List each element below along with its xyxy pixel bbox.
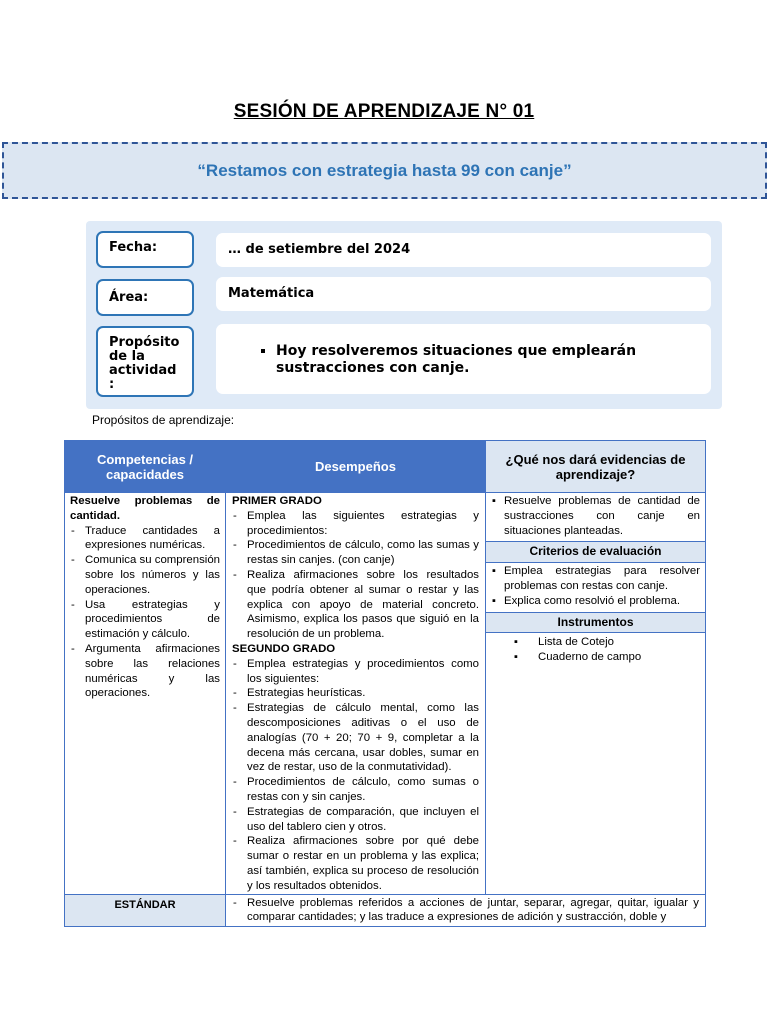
desempeno-item: - Estrategias de cálculo mental, como las descomposiciones aditivas o el uso de analogías (70 + 20; 70 + 9, completar a la decena más cercana, usar dobles, sumar en vez de restar, uso de la conmutatividad). [232, 701, 479, 775]
capacidad-item: - Comunica su comprensión sobre los números y las operaciones. [70, 553, 220, 597]
estandar-label: ESTÁNDAR [65, 894, 226, 926]
area-label: Área: [96, 279, 194, 316]
proposito-value: ▪ Hoy resolveremos situaciones que emplearán sustracciones con canje. [276, 343, 691, 377]
area-value: Matemática [216, 277, 711, 311]
session-subtitle: “Restamos con estrategia hasta 99 con canje” [197, 160, 572, 180]
criterio-item: ▪ Explica como resolvió el problema. [491, 594, 700, 609]
fecha-label: Fecha: [96, 231, 194, 268]
estandar-cell [226, 894, 706, 926]
desempeno-item: - Realiza afirmaciones sobre los resultados que podría obtener al sumar o restar y las explica con apoyo de material concreto. Asimismo, explica los pasos que siguió en la resolución de un problema. [232, 568, 479, 642]
session-title: SESIÓN DE APRENDIZAJE N° 01 [233, 101, 535, 122]
desempeno-item: - Procedimientos de cálculo, como las sumas y restas sin canjes. (con canje) [232, 538, 479, 568]
desempeno-item: - Realiza afirmaciones sobre por qué debe sumar o restar en un problema y las explica; así también, explica su proceso de resolución y los resultados obtenidos. [232, 834, 479, 893]
desempeno-item: - Procedimientos de cálculo, como sumas o restas con y sin canjes. [232, 775, 479, 805]
capacidad-item: - Argumenta afirmaciones sobre las relaciones numéricas y las operaciones. [70, 642, 220, 701]
criterio-item: ▪ Emplea estrategias para resolver problemas con restas con canje. [491, 564, 700, 594]
proposito-label: Propósito de la actividad : [96, 326, 194, 397]
header-competencias: Competencias / capacidades [65, 441, 226, 493]
instrumento-item: ▪ Lista de Cotejo [514, 635, 705, 650]
instrumento-item: ▪ Cuaderno de campo [514, 650, 705, 665]
propositos-title: Propósitos de aprendizaje: [92, 413, 235, 427]
primer-grado-label: PRIMER GRADO [232, 495, 322, 507]
proposito-value-box [216, 324, 711, 394]
desempeno-item: - Estrategias heurísticas. [232, 686, 479, 701]
header-desempenos: Desempeños [226, 441, 486, 493]
desempeno-item: - Emplea las siguientes estrategias y procedimientos: [232, 509, 479, 539]
segundo-grado-label: SEGUNDO GRADO [232, 642, 336, 655]
learning-table [64, 440, 706, 927]
capacidad-item: - Traduce cantidades a expresiones numéricas. [70, 524, 220, 554]
desempeno-item: - Estrategias de comparación, que incluyen el uso del tablero cien y otros. [232, 805, 479, 835]
estandar-text: - Resuelve problemas referidos a acciones de juntar, separar, agregar, quitar, igualar y comparar cantidades; y las traduce a expresiones de adición y sustracción, doble y [232, 896, 699, 926]
desempenos-cell [226, 493, 486, 895]
competencias-cell [65, 493, 226, 895]
criterios-title: Criterios de evaluación [486, 541, 705, 563]
instrumentos-title: Instrumentos [486, 612, 705, 634]
evidencias-cell [486, 493, 706, 895]
desempeno-item: - Emplea estrategias y procedimientos como los siguientes: [232, 657, 479, 687]
header-evidencias: ¿Qué nos dará evidencias de aprendizaje? [486, 441, 706, 493]
session-subtitle-box [2, 142, 767, 199]
fecha-value: … de setiembre del 2024 [216, 233, 711, 267]
competencia-title: Resuelve problemas de cantidad. [70, 495, 220, 522]
evidencia-item: ▪ Resuelve problemas de cantidad de sustracciones con canje en situaciones planteadas. [491, 494, 700, 538]
capacidad-item: - Usa estrategias y procedimientos de estimación y cálculo. [70, 598, 220, 642]
